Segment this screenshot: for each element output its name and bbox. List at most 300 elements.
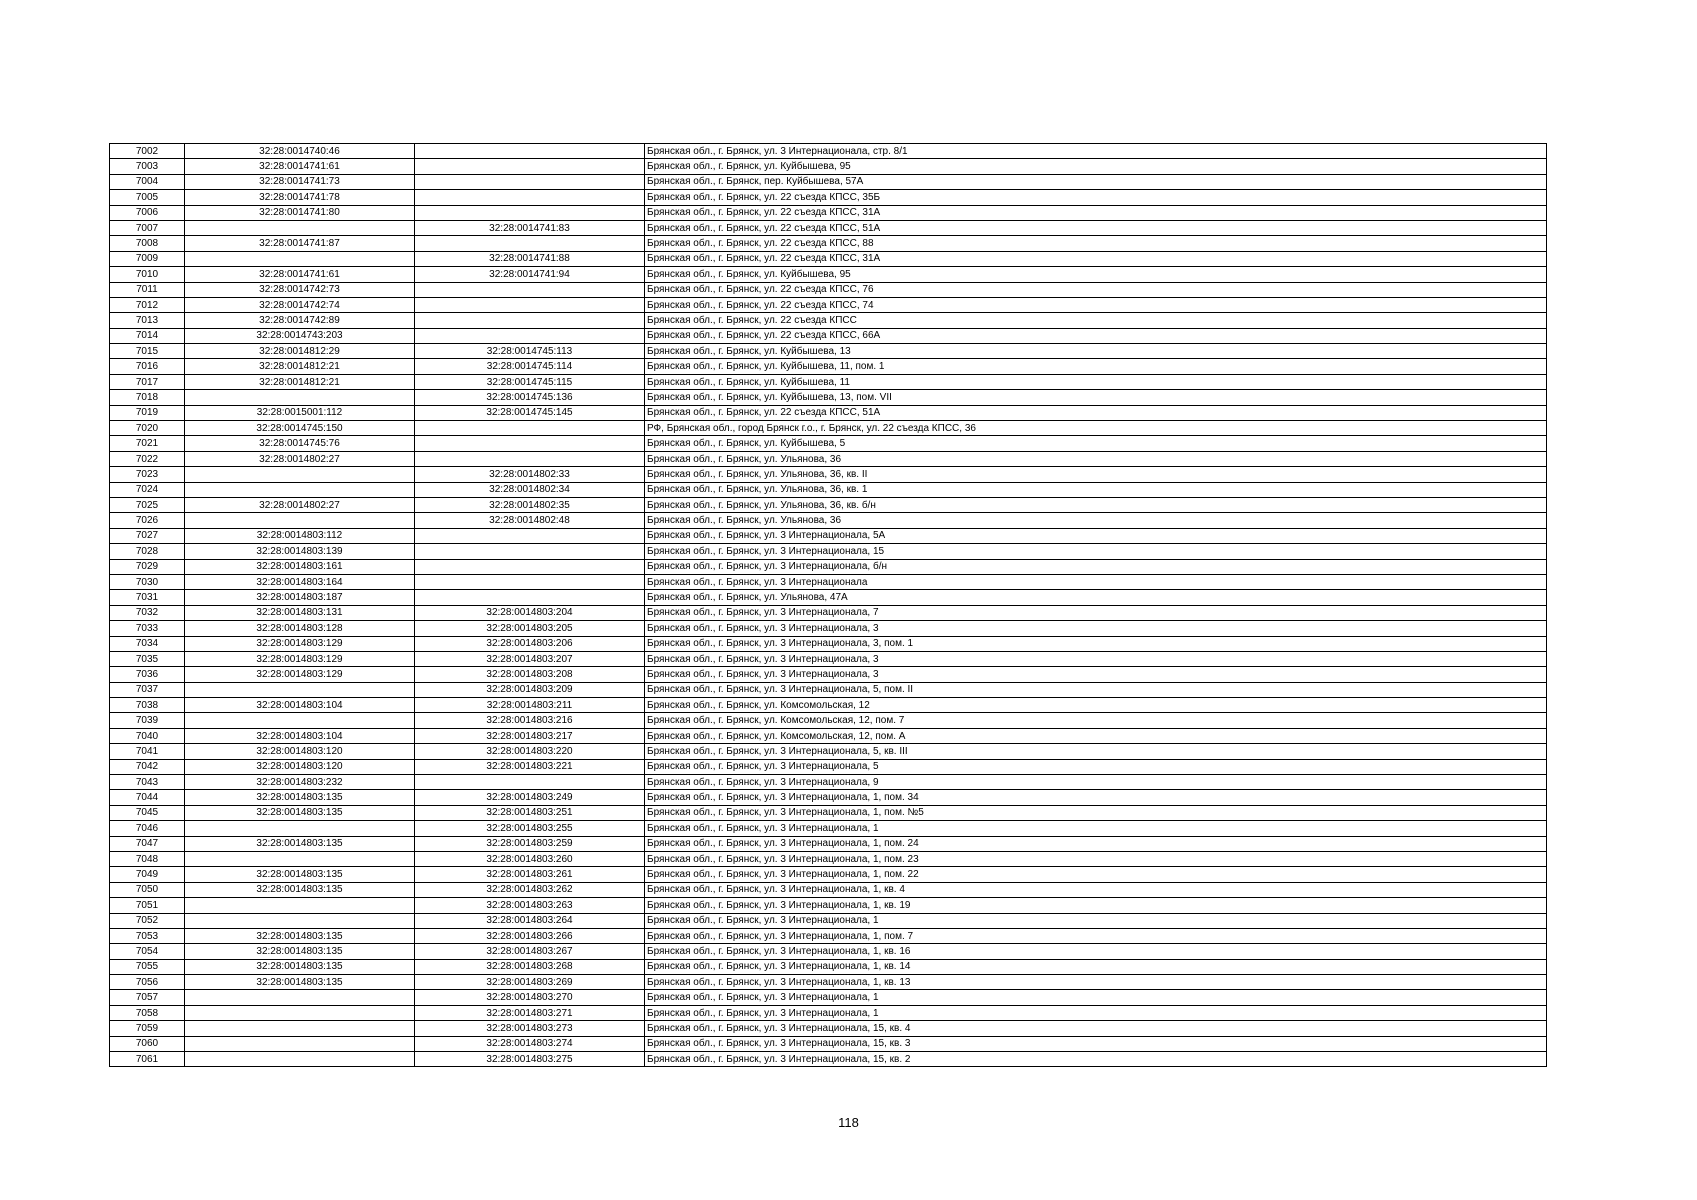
row-number-cell: 7006 xyxy=(110,205,185,220)
land-cadastral-number-cell: 32:28:0014741:80 xyxy=(185,205,415,220)
table-row xyxy=(110,544,1547,559)
row-number-cell: 7011 xyxy=(110,282,185,297)
table-row xyxy=(110,436,1547,451)
address-cell: Брянская обл., г. Брянск, ул. 3 Интернационала, 15, кв. 3 xyxy=(645,1036,1547,1051)
table-row xyxy=(110,1036,1547,1051)
address-cell: Брянская обл., г. Брянск, ул. 3 Интернационала, 5, пом. II xyxy=(645,682,1547,697)
address-cell: Брянская обл., г. Брянск, ул. 3 Интернационала, 15, кв. 2 xyxy=(645,1052,1547,1067)
table-row xyxy=(110,390,1547,405)
address-cell: Брянская обл., г. Брянск, ул. 3 Интернационала, 1 xyxy=(645,1005,1547,1020)
row-number-cell: 7048 xyxy=(110,851,185,866)
object-cadastral-number-cell: 32:28:0014803:269 xyxy=(415,975,645,990)
object-cadastral-number-cell: 32:28:0014745:136 xyxy=(415,390,645,405)
row-number-cell: 7056 xyxy=(110,975,185,990)
land-cadastral-number-cell: 32:28:0014741:61 xyxy=(185,159,415,174)
object-cadastral-number-cell xyxy=(415,297,645,312)
object-cadastral-number-cell: 32:28:0014803:211 xyxy=(415,698,645,713)
row-number-cell: 7036 xyxy=(110,667,185,682)
row-number-cell: 7059 xyxy=(110,1021,185,1036)
address-cell: Брянская обл., г. Брянск, ул. 3 Интернационала, 1, кв. 4 xyxy=(645,882,1547,897)
land-cadastral-number-cell: 32:28:0014803:112 xyxy=(185,528,415,543)
row-number-cell: 7051 xyxy=(110,898,185,913)
address-cell: Брянская обл., г. Брянск, ул. Ульянова, 36 xyxy=(645,513,1547,528)
row-number-cell: 7047 xyxy=(110,836,185,851)
object-cadastral-number-cell: 32:28:0014803:255 xyxy=(415,821,645,836)
address-cell: Брянская обл., г. Брянск, ул. 3 Интернационала, 1, пом. 22 xyxy=(645,867,1547,882)
object-cadastral-number-cell xyxy=(415,144,645,159)
row-number-cell: 7015 xyxy=(110,344,185,359)
address-cell: Брянская обл., г. Брянск, ул. 3 Интернационала, 1, пом. 34 xyxy=(645,790,1547,805)
address-cell: Брянская обл., г. Брянск, ул. 3 Интернационала, 3 xyxy=(645,621,1547,636)
object-cadastral-number-cell: 32:28:0014803:264 xyxy=(415,913,645,928)
table-row xyxy=(110,821,1547,836)
table-row xyxy=(110,174,1547,189)
table-row xyxy=(110,851,1547,866)
row-number-cell: 7034 xyxy=(110,636,185,651)
object-cadastral-number-cell xyxy=(415,590,645,605)
row-number-cell: 7032 xyxy=(110,605,185,620)
address-cell: Брянская обл., г. Брянск, ул. 22 съезда КПСС, 88 xyxy=(645,236,1547,251)
row-number-cell: 7030 xyxy=(110,574,185,589)
table-row xyxy=(110,421,1547,436)
object-cadastral-number-cell: 32:28:0014803:266 xyxy=(415,928,645,943)
object-cadastral-number-cell: 32:28:0014803:207 xyxy=(415,651,645,666)
registry-table xyxy=(109,143,1547,1067)
row-number-cell: 7045 xyxy=(110,805,185,820)
row-number-cell: 7026 xyxy=(110,513,185,528)
table-row xyxy=(110,621,1547,636)
address-cell: Брянская обл., г. Брянск, ул. 3 Интернационала, 1, кв. 13 xyxy=(645,975,1547,990)
address-cell: Брянская обл., г. Брянск, ул. 22 съезда КПСС xyxy=(645,313,1547,328)
object-cadastral-number-cell: 32:28:0014803:270 xyxy=(415,990,645,1005)
row-number-cell: 7041 xyxy=(110,744,185,759)
table-row xyxy=(110,898,1547,913)
land-cadastral-number-cell xyxy=(185,821,415,836)
land-cadastral-number-cell: 32:28:0014803:129 xyxy=(185,651,415,666)
row-number-cell: 7016 xyxy=(110,359,185,374)
table-row xyxy=(110,282,1547,297)
object-cadastral-number-cell xyxy=(415,282,645,297)
table-row xyxy=(110,374,1547,389)
address-cell: Брянская обл., г. Брянск, ул. 22 съезда КПСС, 31А xyxy=(645,251,1547,266)
address-cell: Брянская обл., г. Брянск, ул. Куйбышева, 11, пом. 1 xyxy=(645,359,1547,374)
row-number-cell: 7025 xyxy=(110,497,185,512)
address-cell: Брянская обл., г. Брянск, ул. 3 Интернационала, 9 xyxy=(645,775,1547,790)
object-cadastral-number-cell: 32:28:0014803:209 xyxy=(415,682,645,697)
table-row xyxy=(110,990,1547,1005)
address-cell: Брянская обл., г. Брянск, ул. Комсомольская, 12 xyxy=(645,698,1547,713)
table-row xyxy=(110,682,1547,697)
table-row xyxy=(110,1021,1547,1036)
row-number-cell: 7007 xyxy=(110,220,185,235)
row-number-cell: 7055 xyxy=(110,959,185,974)
table-row xyxy=(110,344,1547,359)
address-cell: Брянская обл., г. Брянск, ул. 22 съезда КПСС, 31А xyxy=(645,205,1547,220)
object-cadastral-number-cell: 32:28:0014741:83 xyxy=(415,220,645,235)
land-cadastral-number-cell xyxy=(185,1036,415,1051)
land-cadastral-number-cell: 32:28:0014803:128 xyxy=(185,621,415,636)
land-cadastral-number-cell: 32:28:0014803:135 xyxy=(185,836,415,851)
table-row xyxy=(110,574,1547,589)
table-row xyxy=(110,144,1547,159)
table-row xyxy=(110,205,1547,220)
table-row xyxy=(110,528,1547,543)
object-cadastral-number-cell: 32:28:0014741:94 xyxy=(415,267,645,282)
address-cell: Брянская обл., г. Брянск, ул. Комсомольская, 12, пом. 7 xyxy=(645,713,1547,728)
table-row xyxy=(110,451,1547,466)
land-cadastral-number-cell: 32:28:0014803:232 xyxy=(185,775,415,790)
row-number-cell: 7054 xyxy=(110,944,185,959)
object-cadastral-number-cell xyxy=(415,421,645,436)
row-number-cell: 7039 xyxy=(110,713,185,728)
row-number-cell: 7003 xyxy=(110,159,185,174)
table-row xyxy=(110,497,1547,512)
address-cell: Брянская обл., г. Брянск, ул. 3 Интернационала, 1 xyxy=(645,990,1547,1005)
object-cadastral-number-cell: 32:28:0014803:208 xyxy=(415,667,645,682)
table-row xyxy=(110,836,1547,851)
row-number-cell: 7014 xyxy=(110,328,185,343)
table-row xyxy=(110,636,1547,651)
row-number-cell: 7057 xyxy=(110,990,185,1005)
land-cadastral-number-cell xyxy=(185,1052,415,1067)
land-cadastral-number-cell: 32:28:0014812:29 xyxy=(185,344,415,359)
object-cadastral-number-cell xyxy=(415,190,645,205)
land-cadastral-number-cell xyxy=(185,682,415,697)
object-cadastral-number-cell xyxy=(415,436,645,451)
row-number-cell: 7038 xyxy=(110,698,185,713)
address-cell: Брянская обл., г. Брянск, ул. 3 Интернационала, стр. 8/1 xyxy=(645,144,1547,159)
object-cadastral-number-cell: 32:28:0014803:267 xyxy=(415,944,645,959)
land-cadastral-number-cell: 32:28:0014803:139 xyxy=(185,544,415,559)
land-cadastral-number-cell: 32:28:0014745:76 xyxy=(185,436,415,451)
object-cadastral-number-cell xyxy=(415,775,645,790)
row-number-cell: 7021 xyxy=(110,436,185,451)
address-cell: Брянская обл., г. Брянск, ул. 22 съезда КПСС, 51А xyxy=(645,220,1547,235)
land-cadastral-number-cell: 32:28:0014803:120 xyxy=(185,759,415,774)
land-cadastral-number-cell: 32:28:0014742:74 xyxy=(185,297,415,312)
land-cadastral-number-cell: 32:28:0014803:135 xyxy=(185,867,415,882)
land-cadastral-number-cell: 32:28:0014743:203 xyxy=(185,328,415,343)
object-cadastral-number-cell: 32:28:0014803:263 xyxy=(415,898,645,913)
land-cadastral-number-cell: 32:28:0014741:87 xyxy=(185,236,415,251)
row-number-cell: 7008 xyxy=(110,236,185,251)
land-cadastral-number-cell: 32:28:0014803:135 xyxy=(185,882,415,897)
address-cell: Брянская обл., г. Брянск, ул. 3 Интернационала, б/н xyxy=(645,559,1547,574)
table-row xyxy=(110,220,1547,235)
row-number-cell: 7024 xyxy=(110,482,185,497)
table-row xyxy=(110,975,1547,990)
land-cadastral-number-cell: 32:28:0014740:46 xyxy=(185,144,415,159)
object-cadastral-number-cell: 32:28:0014803:206 xyxy=(415,636,645,651)
row-number-cell: 7009 xyxy=(110,251,185,266)
table-row xyxy=(110,651,1547,666)
land-cadastral-number-cell: 32:28:0014812:21 xyxy=(185,374,415,389)
address-cell: Брянская обл., г. Брянск, ул. 3 Интернационала, 1, пом. 7 xyxy=(645,928,1547,943)
table-row xyxy=(110,867,1547,882)
table-row xyxy=(110,928,1547,943)
row-number-cell: 7029 xyxy=(110,559,185,574)
land-cadastral-number-cell: 32:28:0014803:135 xyxy=(185,790,415,805)
land-cadastral-number-cell: 32:28:0014742:89 xyxy=(185,313,415,328)
address-cell: Брянская обл., г. Брянск, ул. Куйбышева, 11 xyxy=(645,374,1547,389)
row-number-cell: 7012 xyxy=(110,297,185,312)
object-cadastral-number-cell: 32:28:0014803:217 xyxy=(415,728,645,743)
land-cadastral-number-cell xyxy=(185,851,415,866)
address-cell: Брянская обл., г. Брянск, ул. 3 Интернационала, 1, пом. №5 xyxy=(645,805,1547,820)
object-cadastral-number-cell: 32:28:0014803:205 xyxy=(415,621,645,636)
address-cell: Брянская обл., г. Брянск, ул. 3 Интернационала, 1 xyxy=(645,821,1547,836)
object-cadastral-number-cell: 32:28:0014745:115 xyxy=(415,374,645,389)
table-row xyxy=(110,805,1547,820)
row-number-cell: 7052 xyxy=(110,913,185,928)
land-cadastral-number-cell: 32:28:0015001:112 xyxy=(185,405,415,420)
table-row xyxy=(110,328,1547,343)
address-cell: Брянская обл., г. Брянск, ул. 3 Интернационала, 5А xyxy=(645,528,1547,543)
land-cadastral-number-cell: 32:28:0014812:21 xyxy=(185,359,415,374)
table-row xyxy=(110,744,1547,759)
object-cadastral-number-cell: 32:28:0014803:268 xyxy=(415,959,645,974)
row-number-cell: 7058 xyxy=(110,1005,185,1020)
address-cell: Брянская обл., г. Брянск, ул. 22 съезда КПСС, 74 xyxy=(645,297,1547,312)
page-number: 118 xyxy=(838,1115,859,1130)
table-row xyxy=(110,482,1547,497)
table-row xyxy=(110,913,1547,928)
address-cell: Брянская обл., г. Брянск, ул. Комсомольская, 12, пом. А xyxy=(645,728,1547,743)
land-cadastral-number-cell xyxy=(185,467,415,482)
table-row xyxy=(110,513,1547,528)
land-cadastral-number-cell xyxy=(185,220,415,235)
object-cadastral-number-cell: 32:28:0014803:260 xyxy=(415,851,645,866)
land-cadastral-number-cell xyxy=(185,990,415,1005)
row-number-cell: 7017 xyxy=(110,374,185,389)
table-row xyxy=(110,313,1547,328)
address-cell: Брянская обл., г. Брянск, ул. Куйбышева, 13, пом. VII xyxy=(645,390,1547,405)
table-row xyxy=(110,667,1547,682)
row-number-cell: 7020 xyxy=(110,421,185,436)
object-cadastral-number-cell: 32:28:0014802:35 xyxy=(415,497,645,512)
object-cadastral-number-cell: 32:28:0014745:114 xyxy=(415,359,645,374)
row-number-cell: 7010 xyxy=(110,267,185,282)
table-row xyxy=(110,190,1547,205)
object-cadastral-number-cell xyxy=(415,574,645,589)
land-cadastral-number-cell: 32:28:0014741:78 xyxy=(185,190,415,205)
land-cadastral-number-cell xyxy=(185,913,415,928)
row-number-cell: 7018 xyxy=(110,390,185,405)
land-cadastral-number-cell: 32:28:0014803:104 xyxy=(185,698,415,713)
address-cell: Брянская обл., г. Брянск, ул. 22 съезда КПСС, 66А xyxy=(645,328,1547,343)
address-cell: Брянская обл., г. Брянск, ул. Куйбышева, 5 xyxy=(645,436,1547,451)
land-cadastral-number-cell: 32:28:0014802:27 xyxy=(185,497,415,512)
land-cadastral-number-cell: 32:28:0014741:73 xyxy=(185,174,415,189)
row-number-cell: 7004 xyxy=(110,174,185,189)
land-cadastral-number-cell: 32:28:0014741:61 xyxy=(185,267,415,282)
address-cell: Брянская обл., г. Брянск, ул. Ульянова, 36, кв. II xyxy=(645,467,1547,482)
object-cadastral-number-cell xyxy=(415,205,645,220)
object-cadastral-number-cell xyxy=(415,528,645,543)
land-cadastral-number-cell xyxy=(185,251,415,266)
table-row xyxy=(110,251,1547,266)
table-row xyxy=(110,759,1547,774)
land-cadastral-number-cell: 32:28:0014803:187 xyxy=(185,590,415,605)
land-cadastral-number-cell: 32:28:0014803:104 xyxy=(185,728,415,743)
land-cadastral-number-cell xyxy=(185,513,415,528)
object-cadastral-number-cell: 32:28:0014803:274 xyxy=(415,1036,645,1051)
row-number-cell: 7013 xyxy=(110,313,185,328)
row-number-cell: 7061 xyxy=(110,1052,185,1067)
address-cell: Брянская обл., г. Брянск, ул. 3 Интернационала, 1, пом. 24 xyxy=(645,836,1547,851)
address-cell: Брянская обл., г. Брянск, ул. 22 съезда КПСС, 35Б xyxy=(645,190,1547,205)
address-cell: Брянская обл., г. Брянск, ул. 3 Интернационала, 15, кв. 4 xyxy=(645,1021,1547,1036)
land-cadastral-number-cell: 32:28:0014742:73 xyxy=(185,282,415,297)
object-cadastral-number-cell: 32:28:0014803:221 xyxy=(415,759,645,774)
land-cadastral-number-cell: 32:28:0014802:27 xyxy=(185,451,415,466)
row-number-cell: 7031 xyxy=(110,590,185,605)
row-number-cell: 7023 xyxy=(110,467,185,482)
land-cadastral-number-cell: 32:28:0014745:150 xyxy=(185,421,415,436)
table-row xyxy=(110,559,1547,574)
object-cadastral-number-cell: 32:28:0014803:271 xyxy=(415,1005,645,1020)
table-row xyxy=(110,467,1547,482)
table-row xyxy=(110,236,1547,251)
object-cadastral-number-cell xyxy=(415,544,645,559)
object-cadastral-number-cell xyxy=(415,328,645,343)
table-row xyxy=(110,790,1547,805)
row-number-cell: 7044 xyxy=(110,790,185,805)
object-cadastral-number-cell: 32:28:0014802:34 xyxy=(415,482,645,497)
row-number-cell: 7037 xyxy=(110,682,185,697)
address-cell: Брянская обл., г. Брянск, ул. 3 Интернационала xyxy=(645,574,1547,589)
table-row xyxy=(110,297,1547,312)
table-row xyxy=(110,267,1547,282)
object-cadastral-number-cell: 32:28:0014803:262 xyxy=(415,882,645,897)
table-row xyxy=(110,713,1547,728)
row-number-cell: 7022 xyxy=(110,451,185,466)
land-cadastral-number-cell xyxy=(185,1021,415,1036)
address-cell: Брянская обл., г. Брянск, пер. Куйбышева, 57А xyxy=(645,174,1547,189)
address-cell: Брянская обл., г. Брянск, ул. 3 Интернационала, 3, пом. 1 xyxy=(645,636,1547,651)
table-row xyxy=(110,728,1547,743)
row-number-cell: 7040 xyxy=(110,728,185,743)
table-row xyxy=(110,605,1547,620)
address-cell: Брянская обл., г. Брянск, ул. Ульянова, 47А xyxy=(645,590,1547,605)
object-cadastral-number-cell: 32:28:0014803:261 xyxy=(415,867,645,882)
land-cadastral-number-cell: 32:28:0014803:135 xyxy=(185,805,415,820)
address-cell: Брянская обл., г. Брянск, ул. Ульянова, 36 xyxy=(645,451,1547,466)
address-cell: Брянская обл., г. Брянск, ул. 3 Интернационала, 1, кв. 14 xyxy=(645,959,1547,974)
address-cell: Брянская обл., г. Брянск, ул. 3 Интернационала, 1 xyxy=(645,913,1547,928)
address-cell: Брянская обл., г. Брянск, ул. Куйбышева, 95 xyxy=(645,159,1547,174)
address-cell: Брянская обл., г. Брянск, ул. Куйбышева, 13 xyxy=(645,344,1547,359)
object-cadastral-number-cell: 32:28:0014803:216 xyxy=(415,713,645,728)
address-cell: Брянская обл., г. Брянск, ул. 22 съезда КПСС, 51А xyxy=(645,405,1547,420)
land-cadastral-number-cell: 32:28:0014803:164 xyxy=(185,574,415,589)
land-cadastral-number-cell xyxy=(185,1005,415,1020)
address-cell: Брянская обл., г. Брянск, ул. 3 Интернационала, 1, пом. 23 xyxy=(645,851,1547,866)
land-cadastral-number-cell: 32:28:0014803:129 xyxy=(185,636,415,651)
address-cell: Брянская обл., г. Брянск, ул. Ульянова, 36, кв. 1 xyxy=(645,482,1547,497)
table-row xyxy=(110,1052,1547,1067)
land-cadastral-number-cell: 32:28:0014803:120 xyxy=(185,744,415,759)
land-cadastral-number-cell xyxy=(185,390,415,405)
object-cadastral-number-cell: 32:28:0014745:113 xyxy=(415,344,645,359)
object-cadastral-number-cell: 32:28:0014803:273 xyxy=(415,1021,645,1036)
object-cadastral-number-cell xyxy=(415,451,645,466)
row-number-cell: 7053 xyxy=(110,928,185,943)
row-number-cell: 7035 xyxy=(110,651,185,666)
object-cadastral-number-cell: 32:28:0014802:48 xyxy=(415,513,645,528)
table-row xyxy=(110,405,1547,420)
address-cell: Брянская обл., г. Брянск, ул. 3 Интернационала, 1, кв. 19 xyxy=(645,898,1547,913)
address-cell: Брянская обл., г. Брянск, ул. 3 Интернационала, 15 xyxy=(645,544,1547,559)
object-cadastral-number-cell: 32:28:0014803:251 xyxy=(415,805,645,820)
address-cell: Брянская обл., г. Брянск, ул. Куйбышева, 95 xyxy=(645,267,1547,282)
address-cell: Брянская обл., г. Брянск, ул. 3 Интернационала, 5, кв. III xyxy=(645,744,1547,759)
address-cell: Брянская обл., г. Брянск, ул. 3 Интернационала, 1, кв. 16 xyxy=(645,944,1547,959)
row-number-cell: 7050 xyxy=(110,882,185,897)
table-row xyxy=(110,959,1547,974)
row-number-cell: 7033 xyxy=(110,621,185,636)
object-cadastral-number-cell: 32:28:0014803:249 xyxy=(415,790,645,805)
table-row xyxy=(110,359,1547,374)
row-number-cell: 7005 xyxy=(110,190,185,205)
table-row xyxy=(110,590,1547,605)
table-row xyxy=(110,698,1547,713)
object-cadastral-number-cell xyxy=(415,236,645,251)
object-cadastral-number-cell: 32:28:0014803:204 xyxy=(415,605,645,620)
object-cadastral-number-cell xyxy=(415,559,645,574)
table-row xyxy=(110,159,1547,174)
land-cadastral-number-cell xyxy=(185,898,415,913)
row-number-cell: 7028 xyxy=(110,544,185,559)
row-number-cell: 7042 xyxy=(110,759,185,774)
table-row xyxy=(110,944,1547,959)
address-cell: Брянская обл., г. Брянск, ул. 3 Интернационала, 3 xyxy=(645,667,1547,682)
row-number-cell: 7043 xyxy=(110,775,185,790)
object-cadastral-number-cell: 32:28:0014745:145 xyxy=(415,405,645,420)
land-cadastral-number-cell: 32:28:0014803:135 xyxy=(185,959,415,974)
address-cell: РФ, Брянская обл., город Брянск г.о., г. Брянск, ул. 22 съезда КПСС, 36 xyxy=(645,421,1547,436)
table-row xyxy=(110,1005,1547,1020)
land-cadastral-number-cell: 32:28:0014803:135 xyxy=(185,944,415,959)
object-cadastral-number-cell xyxy=(415,159,645,174)
registry-table-body xyxy=(110,144,1547,1067)
row-number-cell: 7049 xyxy=(110,867,185,882)
object-cadastral-number-cell: 32:28:0014802:33 xyxy=(415,467,645,482)
land-cadastral-number-cell: 32:28:0014803:161 xyxy=(185,559,415,574)
land-cadastral-number-cell: 32:28:0014803:129 xyxy=(185,667,415,682)
object-cadastral-number-cell: 32:28:0014803:259 xyxy=(415,836,645,851)
object-cadastral-number-cell: 32:28:0014803:275 xyxy=(415,1052,645,1067)
address-cell: Брянская обл., г. Брянск, ул. 3 Интернационала, 5 xyxy=(645,759,1547,774)
object-cadastral-number-cell xyxy=(415,313,645,328)
address-cell: Брянская обл., г. Брянск, ул. 22 съезда КПСС, 76 xyxy=(645,282,1547,297)
table-row xyxy=(110,882,1547,897)
table-row xyxy=(110,775,1547,790)
land-cadastral-number-cell: 32:28:0014803:131 xyxy=(185,605,415,620)
row-number-cell: 7046 xyxy=(110,821,185,836)
object-cadastral-number-cell xyxy=(415,174,645,189)
address-cell: Брянская обл., г. Брянск, ул. 3 Интернационала, 3 xyxy=(645,651,1547,666)
object-cadastral-number-cell: 32:28:0014803:220 xyxy=(415,744,645,759)
land-cadastral-number-cell: 32:28:0014803:135 xyxy=(185,928,415,943)
land-cadastral-number-cell xyxy=(185,482,415,497)
row-number-cell: 7019 xyxy=(110,405,185,420)
object-cadastral-number-cell: 32:28:0014741:88 xyxy=(415,251,645,266)
land-cadastral-number-cell xyxy=(185,713,415,728)
row-number-cell: 7027 xyxy=(110,528,185,543)
row-number-cell: 7002 xyxy=(110,144,185,159)
address-cell: Брянская обл., г. Брянск, ул. 3 Интернационала, 7 xyxy=(645,605,1547,620)
